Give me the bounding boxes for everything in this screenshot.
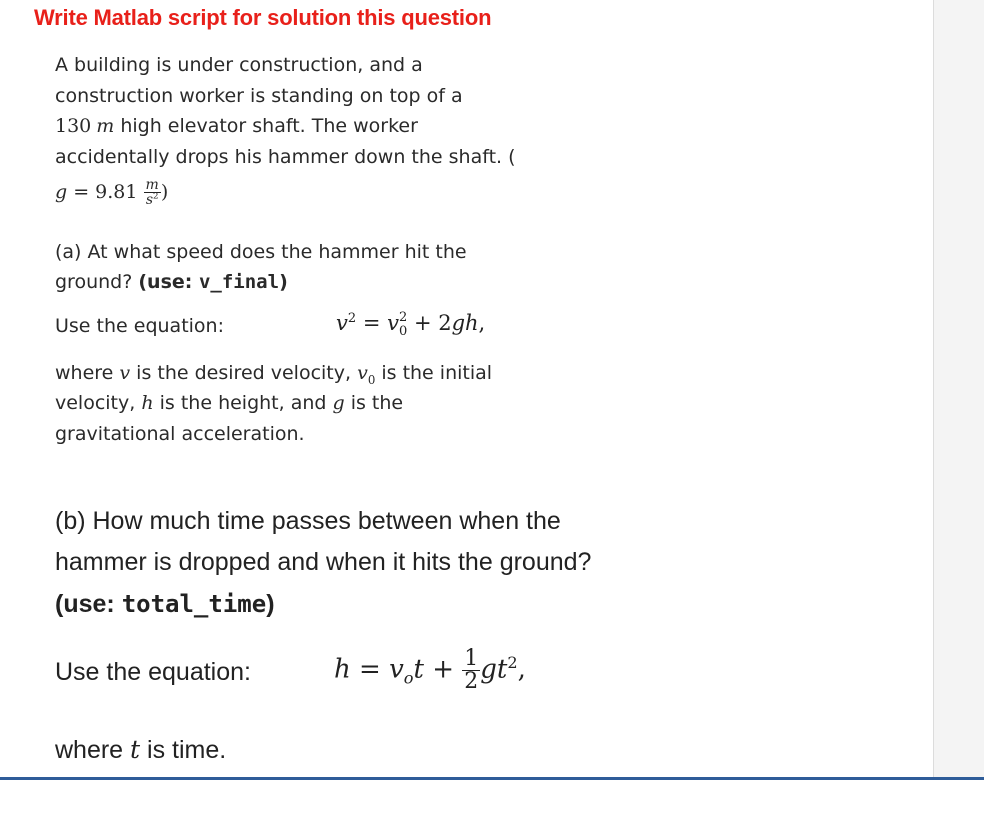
intro-line-3-rest: high elevator shaft. The worker (114, 115, 418, 137)
intro-line-4: accidentally drops his hammer down the shaft. ( (55, 146, 516, 168)
part-a-line-1: (a) At what speed does the hammer hit the (55, 241, 467, 263)
part-b-use-hint: (use: total_time) (55, 590, 275, 618)
gravity-value: = 9.81 (73, 181, 138, 203)
part-a-where-line-3: gravitational acceleration. (55, 423, 305, 445)
intro-line-1: A building is under construction, and a (55, 54, 423, 76)
height-value: 130 (55, 115, 92, 137)
total-time-var: total_time (121, 590, 267, 618)
height-unit: m (96, 115, 115, 137)
bottom-divider (0, 777, 984, 780)
part-a-where-line-2: velocity, h is the height, and g is the (55, 392, 404, 414)
gravity-unit: $\frac{m}{s^2}$ (145, 177, 159, 208)
side-panel (933, 0, 984, 778)
v-final-var: v_final (198, 271, 280, 293)
part-b-use-equation-label: Use the equation: (55, 658, 251, 686)
gravity-symbol: g (55, 181, 68, 203)
part-a-line-2: ground? (use: v_final) (55, 271, 288, 293)
time-equation: $h = v_ot$ + $\frac{1}{2}$ $gt^2$, (334, 646, 526, 694)
part-a-where-line-1: where v is the desired velocity, $v_0$ is the initial (55, 362, 493, 387)
part-b-line-1: (b) How much time passes between when the (55, 507, 561, 535)
part-b-line-2: hammer is dropped and when it hits the ground? (55, 548, 592, 576)
page-title: Write Matlab script for solution this question (34, 5, 492, 30)
gravity-constant: g = 9.81 $\frac{m}{s^2}$ ) (55, 177, 169, 208)
intro-line-2: construction worker is standing on top of a (55, 85, 463, 107)
part-b-where-line: where t is time. (55, 735, 227, 764)
intro-line-3 (55, 115, 418, 137)
velocity-equation: $v^2 = v$ 2 0 + 2gh, (336, 310, 486, 339)
part-a-use-equation-label: Use the equation: (55, 315, 224, 337)
